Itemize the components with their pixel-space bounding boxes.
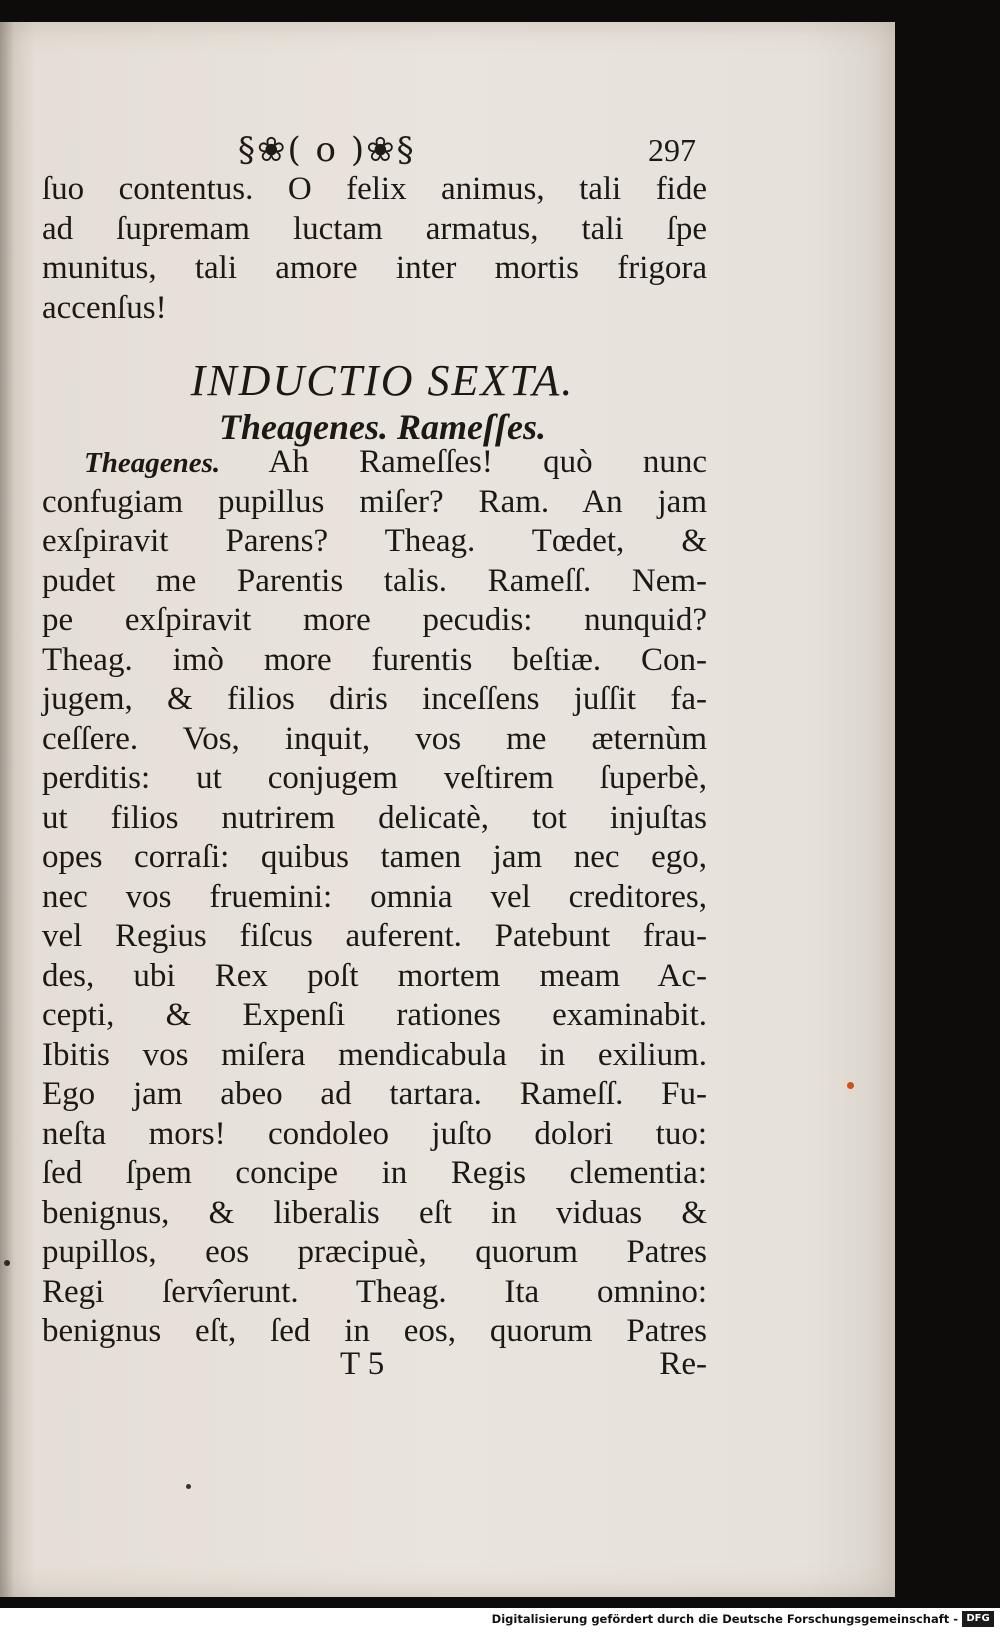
book-page xyxy=(0,22,895,1597)
text-line: ceſſere. Vos, inquit, vos me æternùm xyxy=(42,720,707,757)
text-line: des, ubi Rex poſt mortem meam Ac- xyxy=(42,957,707,994)
text-line: confugiam pupillus miſer? Ram. An jam xyxy=(42,483,707,520)
speaker-name: Theagenes. xyxy=(84,447,221,479)
dialogue-paragraph xyxy=(42,443,707,1352)
text-line: benignus eſt, ſed in eos, quorum Patres xyxy=(42,1313,707,1349)
header-ornament: §❀( o )❀§ xyxy=(238,130,416,170)
dfg-logo: DFG xyxy=(962,1611,994,1627)
text-line: munitus, tali amore inter mortis frigora xyxy=(42,250,707,286)
paragraph-1 xyxy=(42,170,707,328)
text-line: pe exſpiravit more pecudis: nunquid? xyxy=(42,602,707,638)
text-line: Ego jam abeo ad tartara. Rameſſ. Fu- xyxy=(42,1076,707,1112)
text-line-first xyxy=(42,443,707,483)
text-line: benignus, & liberalis eſt in viduas & xyxy=(42,1194,707,1231)
credit-text: Digitalisierung gefördert durch die Deutsche Forschungsgemeinschaft - xyxy=(491,1612,958,1626)
section-heading: INDUCTIO SEXTA. xyxy=(190,356,575,405)
text-line: accenſus! xyxy=(42,289,167,326)
text-line: opes corraſi: quibus tamen jam nec ego, xyxy=(42,839,707,875)
text-line: ad ſupremam luctam armatus, tali ſpe xyxy=(42,210,707,247)
text-line: ut filios nutrirem delicatè, tot injuſtas xyxy=(42,799,707,836)
paper-spot xyxy=(847,1082,854,1089)
text-line: perditis: ut conjugem veſtirem ſuperbè, xyxy=(42,760,707,796)
text-line: nec vos fruemini: omnia vel creditores, xyxy=(42,878,707,915)
text-line: Theag. imò more furentis beſtiæ. Con- xyxy=(42,641,707,678)
text-line: Regi ſervîerunt. Theag. Ita omnino: xyxy=(42,1273,707,1310)
text-line: ſuo contentus. O felix animus, tali fide xyxy=(42,171,707,207)
text-line: cepti, & Expenſi rationes examinabit. xyxy=(42,997,707,1033)
text-line: exſpiravit Parens? Theag. Tœdet, & xyxy=(42,523,707,559)
text-line: jugem, & filios diris inceſſens juſſit fa- xyxy=(42,681,707,717)
text-line: neſta mors! condoleo juſto dolori tuo: xyxy=(42,1115,707,1152)
credit-bar xyxy=(0,1608,1000,1632)
page-number: 297 xyxy=(648,132,696,168)
speakers-heading: Theagenes. Rameſſes. xyxy=(219,407,546,447)
paper-spot xyxy=(186,1484,191,1489)
text-line: vel Regius fiſcus auferent. Patebunt frau- xyxy=(42,918,707,954)
text-line: pudet me Parentis talis. Rameſſ. Nem- xyxy=(42,562,707,599)
text-line: ſed ſpem concipe in Regis clementia: xyxy=(42,1155,707,1191)
catchword: Re- xyxy=(659,1346,707,1382)
text-line: Ibitis vos miſera mendicabula in exilium. xyxy=(42,1036,707,1073)
paper-spot xyxy=(4,1260,10,1266)
speech-text: Ah Rameſſes! quò nunc xyxy=(268,444,707,480)
signature-mark: T 5 xyxy=(340,1346,385,1382)
page-foot xyxy=(42,1346,707,1386)
text-line: pupillos, eos præcipuè, quorum Patres xyxy=(42,1234,707,1270)
